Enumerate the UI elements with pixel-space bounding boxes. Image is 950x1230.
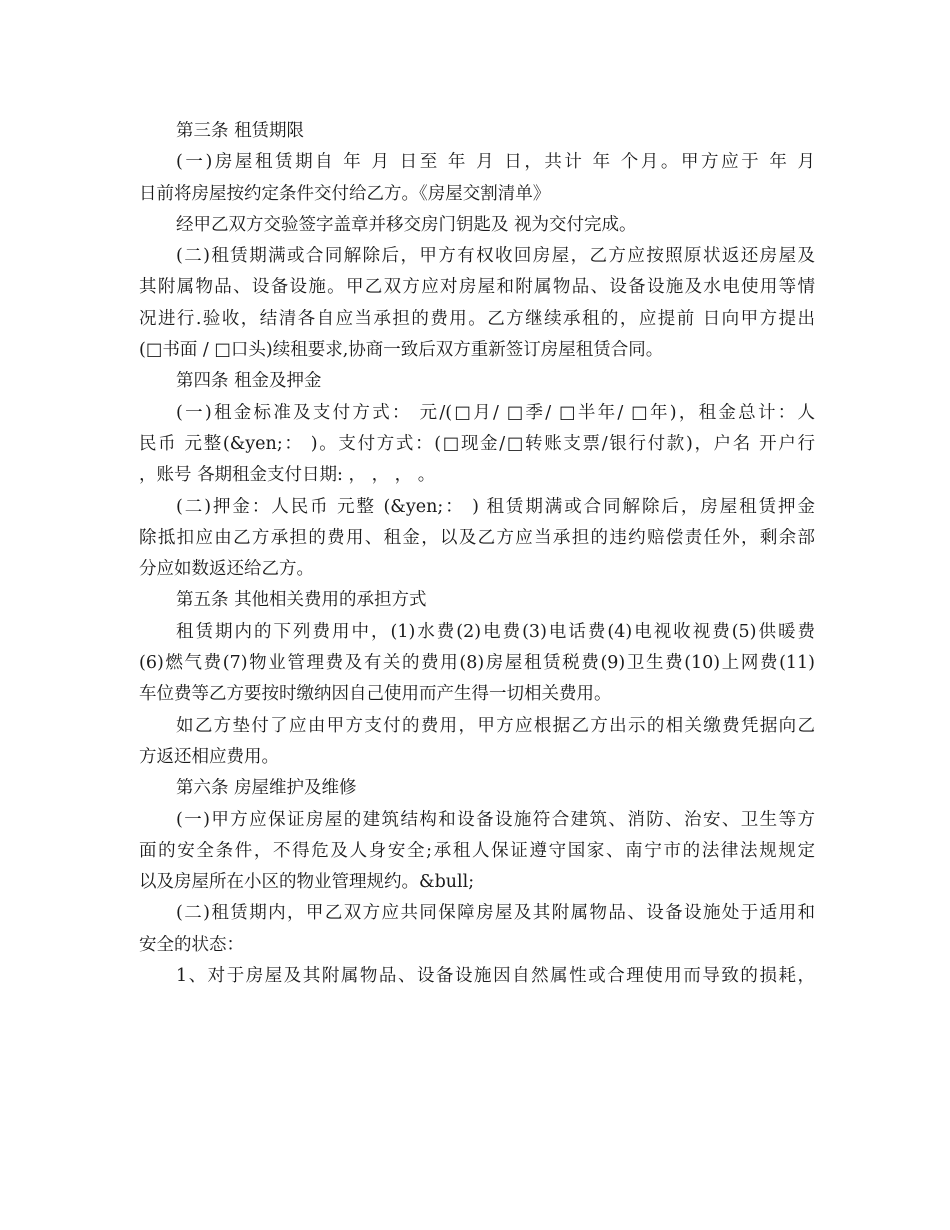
paragraph-line: (一)房屋租赁期自 年 月 日至 年 月 日，共计 年 个月。甲方应于 年 月: [176, 152, 815, 173]
paragraph-line: 经甲乙双方交验签字盖章并移交房门钥匙及 视为交付完成。: [176, 214, 637, 235]
section-heading: 第五条 其他相关费用的承担方式: [176, 590, 427, 611]
paragraph-line: 况进行.验收，结清各自应当承担的费用。乙方继续承租的，应提前 日向甲方提出: [139, 308, 815, 329]
paragraph-line: (一)租金标准及支付方式： 元/(□月/ □季/ □半年/ □年)，租金总计：人: [176, 402, 815, 423]
paragraph-line: ，账号 各期租金支付日期: ， ， ， 。: [139, 465, 436, 486]
paragraph-line: 分应如数返还给乙方。: [139, 559, 314, 580]
paragraph-line: 日前将房屋按约定条件交付给乙方。《房屋交割清单》: [139, 183, 551, 204]
paragraph-line: 租赁期内的下列费用中，(1)水费(2)电费(3)电话费(4)电视收视费(5)供暖费: [176, 621, 815, 642]
paragraph-line: 车位费等乙方要按时缴纳因自己使用而产生得一切相关费用。: [139, 684, 612, 705]
paragraph-line: (6)燃气费(7)物业管理费及有关的费用(8)房屋租赁税费(9)卫生费(10)上网费(11): [139, 653, 815, 674]
paragraph-line: (一)甲方应保证房屋的建筑结构和设备设施符合建筑、消防、治安、卫生等方: [176, 809, 815, 830]
section-heading: 第四条 租金及押金: [176, 371, 322, 392]
paragraph-line: 安全的状态：: [139, 934, 244, 955]
paragraph-line: (二)押金：人民币 元整 (&yen;： ) 租赁期满或合同解除后，房屋租赁押金: [176, 496, 815, 517]
paragraph-line: 面的安全条件，不得危及人身安全;承租人保证遵守国家、南宁市的法律法规规定: [139, 840, 815, 861]
paragraph-line: 民币 元整(&yen;： )。支付方式：(□现金/□转账支票/银行付款)，户名 开户行: [139, 433, 815, 454]
section-heading: 第六条 房屋维护及维修: [176, 778, 357, 799]
section-heading: 第三条 租赁期限: [176, 121, 305, 141]
paragraph-line: (□书面 / □口头)续租要求,协商一致后双方重新签订房屋租赁合同。: [139, 340, 664, 361]
document-body: [139, 116, 815, 992]
paragraph-line: (二)租赁期内，甲乙双方应共同保障房屋及其附属物品、设备设施处于适用和: [176, 903, 815, 924]
paragraph-line: 除抵扣应由乙方承担的费用、租金，以及乙方应当承担的违约赔偿责任外，剩余部: [139, 527, 815, 548]
paragraph-line: 其附属物品、设备设施。甲乙双方应对房屋和附属物品、设备设施及水电使用等情: [139, 277, 815, 298]
paragraph-line: 如乙方垫付了应由甲方支付的费用，甲方应根据乙方出示的相关缴费凭据向乙: [176, 715, 815, 736]
paragraph-line: 以及房屋所在小区的物业管理规约。&bull;: [139, 872, 475, 893]
paragraph-line: 方返还相应费用。: [139, 746, 279, 767]
paragraph-line: (二)租赁期满或合同解除后，甲方有权收回房屋，乙方应按照原状返还房屋及: [176, 246, 815, 267]
paragraph-line: 1、对于房屋及其附属物品、设备设施因自然属性或合理使用而导致的损耗，: [176, 966, 815, 987]
